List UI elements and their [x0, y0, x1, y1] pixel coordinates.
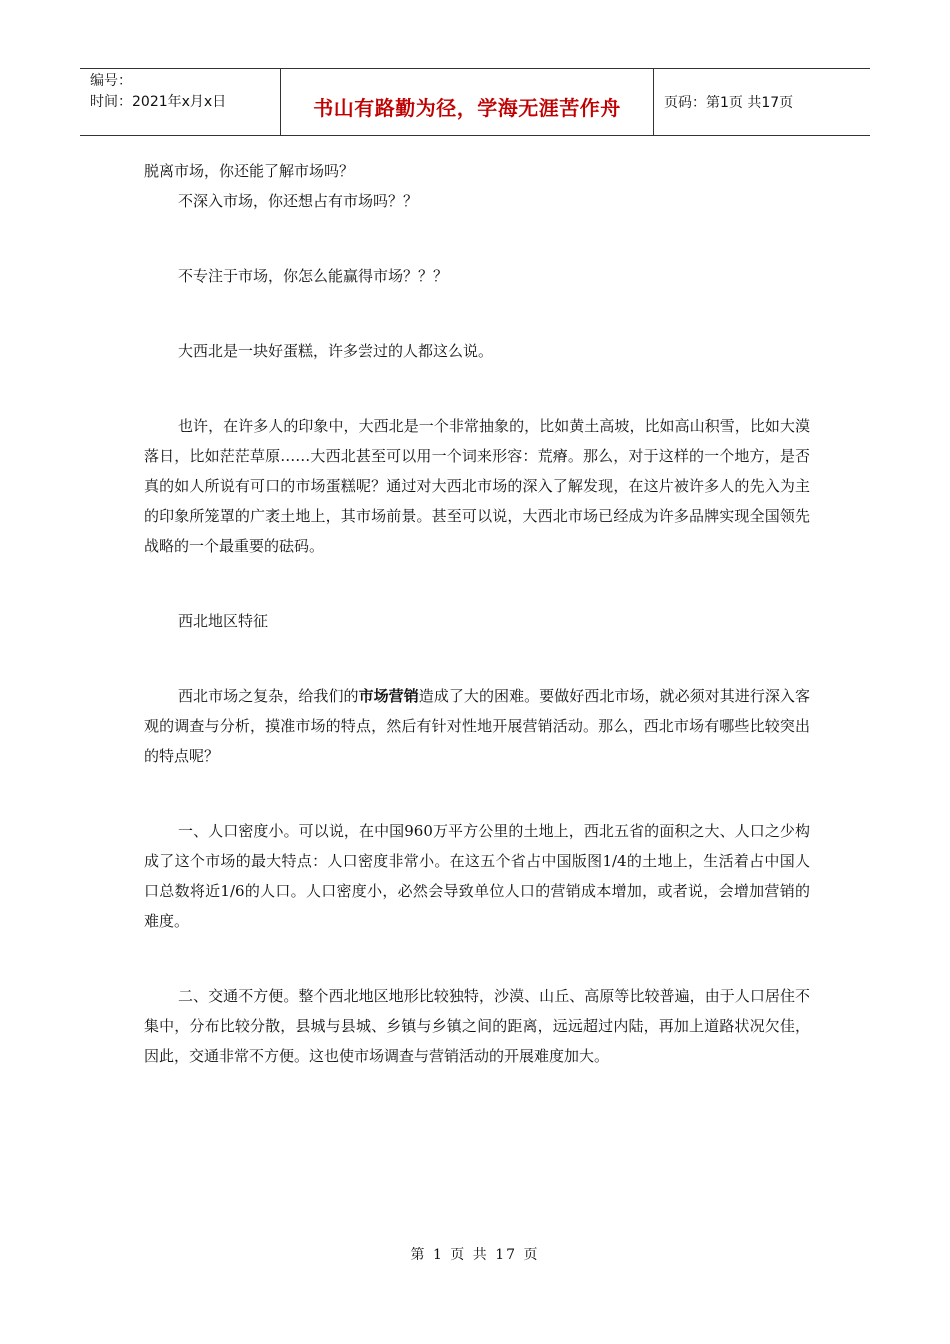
document-body — [144, 156, 810, 1071]
paragraph: 不专注于市场，你怎么能赢得市场？？？ — [178, 267, 449, 285]
paragraph: 一、人口密度小。可以说，在中国960万平方公里的土地上，西北五省的面积之大、人口之少构成了这个市场的最大特点：人口密度非常小。在这五个省占中国版图1/4的土地上，生活着占中国人口总数将近1/6的人口。人口密度小，必然会导致单位人口的营销成本增加，或者说，会增加营销的难度。 — [144, 822, 810, 930]
header-table — [80, 68, 870, 136]
header-meta-cell — [80, 69, 281, 135]
paragraph: 二、交通不方便。整个西北地区地形比较独特，沙漠、山丘、高原等比较普遍，由于人口居住不集中，分布比较分散，县城与县城、乡镇与乡镇之间的距离，远远超过内陆，再加上道路状况欠佳，因此，交通非常不方便。这也使市场调查与营销活动的开展难度加大。 — [144, 987, 810, 1065]
bold-term: 市场营销 — [358, 687, 419, 705]
paragraph: 也许，在许多人的印象中，大西北是一个非常抽象的，比如黄土高坡，比如高山积雪，比如大漠落日，比如茫茫草原……大西北甚至可以用一个词来形容：荒瘠。那么，对于这样的一个地方，是否真的如人所说有可口的市场蛋糕呢？通过对大西北市场的深入了解发现，在这片被许多人的先入为主的印象所笼罩的广袤土地上，其市场前景。甚至可以说，大西北市场已经成为许多品牌实现全国领先战略的一个最重要的砝码。 — [144, 417, 810, 555]
header-page-cell — [654, 69, 870, 135]
header-motto-cell — [281, 69, 654, 135]
paragraph: 不深入市场，你还想占有市场吗？？ — [178, 192, 419, 210]
paragraph: 大西北是一块好蛋糕，许多尝过的人都这么说。 — [178, 342, 494, 360]
paragraph: 脱离市场，你还能了解市场吗？ — [144, 162, 355, 180]
paragraph — [144, 681, 810, 771]
paragraph-text: 西北市场之复杂，给我们的 — [178, 687, 359, 705]
code-label: 编号： — [90, 73, 132, 89]
motto-text: 书山有路勤为径，学海无涯苦作舟 — [313, 95, 621, 120]
page-info: 页码：第1页 共17页 — [664, 95, 794, 111]
page-footer: 第 1 页 共 17 页 — [410, 1247, 540, 1263]
time-label: 时间：2021年x月x日 — [90, 94, 227, 110]
section-heading: 西北地区特征 — [178, 612, 269, 630]
paragraph-text: 造成了大的困难。要做好西北市场，就必须对其进行深入客观的调查与分析，摸准市场的特点，然后有针对性地开展营销活动。那么，西北市场有哪些比较突出的特点呢？ — [144, 687, 810, 765]
